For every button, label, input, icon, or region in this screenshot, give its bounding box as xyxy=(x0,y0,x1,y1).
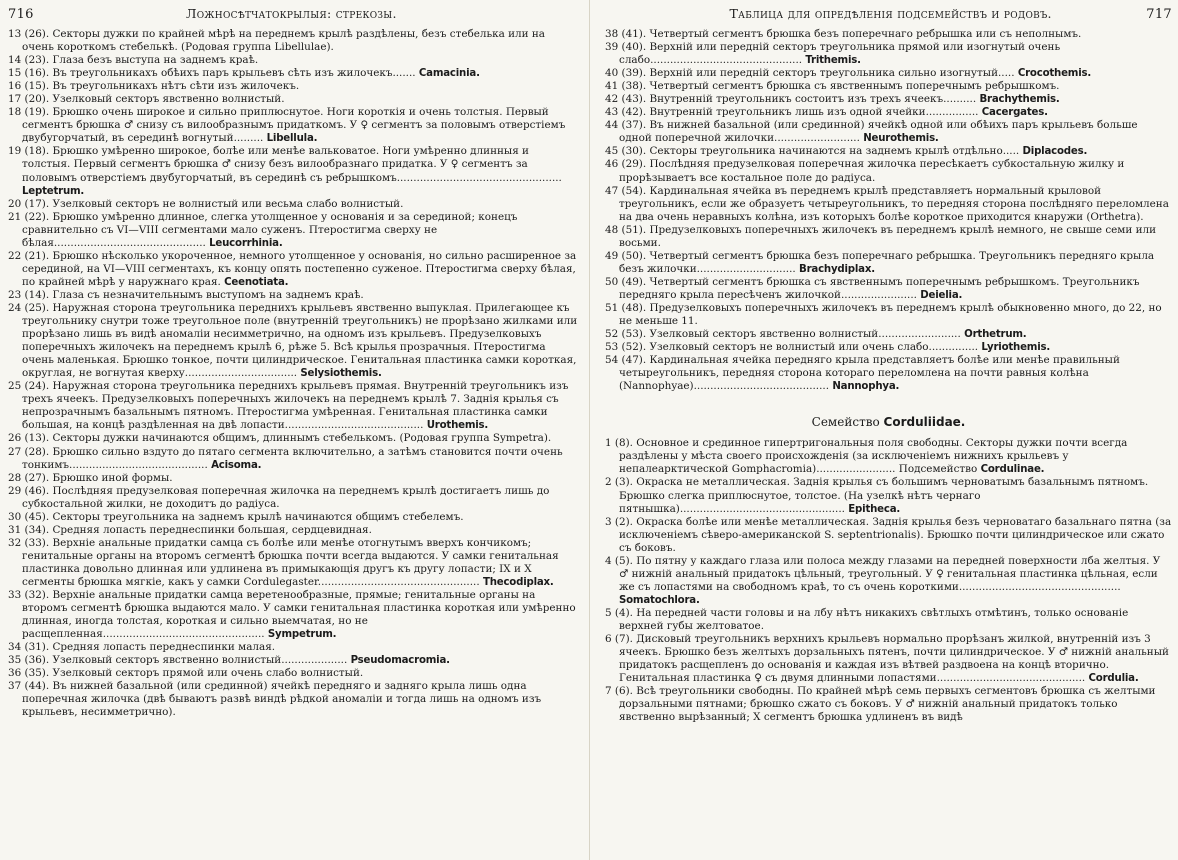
key-entry-text: 23 (14). Глаза съ незначительнымъ выступомъ на заднемъ краѣ. xyxy=(8,288,364,301)
key-entry xyxy=(605,158,1172,184)
genus-name: Brachythemis. xyxy=(979,94,1060,106)
key-entry xyxy=(8,198,579,211)
key-entry xyxy=(8,446,579,472)
key-entry-text: 44 (37). Въ нижней базальной (или срединной) ячейкѣ одной или обѣихъ паръ крыльевъ больше одной поперечной жилочки.......................... xyxy=(605,119,1138,145)
key-entry xyxy=(605,224,1172,250)
genus-name: Trithemis. xyxy=(805,55,861,67)
key-entry xyxy=(605,341,1172,354)
key-entry xyxy=(8,485,579,511)
left-page-header xyxy=(8,6,579,28)
key-entry xyxy=(8,67,579,80)
key-entry-text: 22 (21). Брюшко нѣсколько укороченное, немного утолщенное у основанія, но сильно расширенное за серединой, на VI—VIII сегментахъ, къ концу опять постепенно суженое. Птеростигма сверху бѣлая, по крайней мѣрѣ у наружнаго края. xyxy=(8,249,577,288)
key-entry xyxy=(605,119,1172,145)
key-entry xyxy=(605,41,1172,67)
key-entry xyxy=(8,654,579,667)
key-entry-text: 18 (19). Брюшко очень широкое и сильно приплюснутое. Ноги короткія и очень толстыя. Первый сегментъ брюшка ♂ снизу съ вилообразнымъ придаткомъ. У ♀ сегментъ за половымъ отверстіемъ двубугорчатый, въ серединѣ вогнутый......... xyxy=(8,106,566,145)
genus-name: Leucorrhinia. xyxy=(209,237,283,249)
key-entry-text: 3 (2). Окраска болѣе или менѣе металлическая. Заднія крылья безъ черноватаго базальнаго пятна (за исключеніемъ сѣверо-американской S. septentrionalis). Брюшко почти цилиндрическое или сжато съ боковъ. xyxy=(605,515,1172,554)
right-key-text xyxy=(605,28,1172,393)
key-entry-text: 27 (28). Брюшко сильно вздуто до пятаго сегмента включительно, а затѣмъ становится почти очень тонкимъ.......................................... xyxy=(8,445,563,471)
key-entry-text: 45 (30). Секторы треугольника начинаются на заднемъ крылѣ отдѣльно..... xyxy=(605,145,1020,158)
key-entry xyxy=(605,685,1172,724)
key-entry-text: 24 (25). Наружная сторона треугольника переднихъ крыльевъ явственно выпуклая. Прилегающее къ треугольнику снутри тоже треугольное поле (внутренній треугольникъ) не прорѣзано жилками или прорѣзано лишь въ видѣ аномаліи несимметрично, на одномъ изъ крыльевъ. Предузелковыхъ поперечныхъ жилочекъ на переднемъ крылѣ 6, рѣже 5. Всѣ крылья прозрачныя. Птеростигма очень маленькая. Брюшко тонкое, почти цилиндрическое. Генитальная пластинка самки короткая, округлая, не вогнутая кверху.................................. xyxy=(8,301,578,380)
key-entry-text: 13 (26). Секторы дужки по крайней мѣрѣ на переднемъ крылѣ раздѣлены, безъ стебелька или на очень короткомъ стебелькѣ. (Родовая группа Libellulae). xyxy=(8,28,546,54)
key-entry xyxy=(605,145,1172,158)
key-entry-text: 47 (54). Кардинальная ячейка въ переднемъ крылѣ представляетъ нормальный крыловой треугольникъ, если же образуетъ четыреугольникъ, то передняя сторона послѣдняго переломлена на два очень неравныхъ колѣна, изъ которыхъ болѣе короткое приходится кнаружи (Orthetra). xyxy=(605,184,1169,223)
key-entry-text: 49 (50). Четвертый сегментъ брюшка безъ поперечнаго ребрышка. Треугольникъ передняго крыла безъ жилочки.............................. xyxy=(605,249,1155,275)
genus-name: Brachydiplax. xyxy=(799,263,875,275)
key-entry-text: 28 (27). Брюшко иной формы. xyxy=(8,471,173,484)
key-entry-text: 7 (6). Всѣ треугольники свободны. По крайней мѣрѣ семь первыхъ сегментовъ брюшка съ желтыми дорзальными пятнами; брюшко сжато съ боковъ. У ♂ нижній анальный придатокъ только явственно вырѣзанный; X сегментъ брюшка удлиненъ въ видѣ xyxy=(605,685,1156,724)
key-entry-text: 14 (23). Глаза безъ выступа на заднемъ краѣ. xyxy=(8,54,259,67)
key-entry-text: 4 (5). По пятну у каждаго глаза или полоса между глазами на передней поверхности лба желтыя. У ♂ нижній анальный придатокъ цѣльный, треугольный. У ♀ генитальная пластинка цѣльная, если же съ лопастями на свободномъ краѣ, то съ очень короткими................................................. xyxy=(605,554,1161,593)
key-entry-text: 37 (44). Въ нижней базальной (или срединной) ячейкѣ передняго и задняго крыла лишь одна поперечная жилочка (двѣ бываютъ развѣ виндѣ рѣдкой аномаліи и тогда лишь на одномъ изъ крыльевъ, несимметрично). xyxy=(8,680,542,719)
key-entry xyxy=(8,524,579,537)
key-entry-text: 20 (17). Узелковый секторъ не волнистый или весьма слабо волнистый. xyxy=(8,197,404,210)
key-entry xyxy=(8,106,579,145)
key-entry xyxy=(605,633,1172,685)
key-entry-text: 51 (48). Предузелковыхъ поперечныхъ жилочекъ въ переднемъ крылѣ обыкновенно много, до 22, но не меньше 11. xyxy=(605,301,1162,328)
key-entry-text: 19 (18). Брюшко умѣренно широкое, болѣе или менѣе вальковатое. Ноги умѣренно длинныя и толстыя. Первый сегментъ брюшка ♂ снизу безъ вилообразнаго придатка. У ♀ сегментъ за половымъ отверстіемъ двубугорчатый, въ серединѣ съ ребрышкомъ.................................................. xyxy=(8,145,562,184)
genus-name: Leptetrum. xyxy=(22,185,85,197)
genus-name: Acisoma. xyxy=(211,459,262,471)
key-entry xyxy=(8,432,579,445)
key-entry xyxy=(8,145,579,197)
key-entry xyxy=(605,93,1172,106)
key-entry xyxy=(605,476,1172,515)
genus-name: Ceenotiata. xyxy=(224,276,289,288)
key-entry-text: 41 (38). Четвертый сегментъ брюшка съ явственнымъ поперечнымъ ребрышкомъ. xyxy=(605,80,1060,93)
key-entry xyxy=(605,555,1172,607)
key-entry xyxy=(8,80,579,93)
key-entry xyxy=(605,302,1172,328)
key-entry-text: 32 (33). Верхніе анальные придатки самца съ болѣе или менѣе отогнутымъ вверхъ кончикомъ; генитальные органы на второмъ сегментѣ брюшка почти всегда выдаются. У самки генитальная пластинка довольно длинная или удлинена въ примыкающія другъ къ другу лопасти; IX и X сегменты брюшка мягкіе, какъ у самки Cordulegaster................................................. xyxy=(8,536,559,588)
key-entry-text: 54 (47). Кардинальная ячейка передняго крыла представляетъ болѣе или менѣе правильный четыреугольникъ, передняя сторона котораго переломлена на почти равныя колѣна (Nannophyae)......................................... xyxy=(605,354,1120,393)
key-entry xyxy=(605,67,1172,80)
right-page-header xyxy=(605,6,1172,28)
genus-name: Libellula. xyxy=(266,133,318,145)
key-entry-text: 40 (39). Верхній или передній секторъ треугольника сильно изогнутый..... xyxy=(605,67,1015,80)
left-running-title: Ложносѣтчатокрылыя: стрекозы. xyxy=(185,6,397,21)
key-entry-text: 5 (4). На передней части головы и на лбу нѣтъ никакихъ свѣтлыхъ отмѣтинъ, только основаніе верхней губы желтоватое. xyxy=(605,606,1129,632)
key-entry-text: 25 (24). Наружная сторона треугольника переднихъ крыльевъ прямая. Внутренній треугольникъ изъ трехъ ячеекъ. Предузелковыхъ поперечныхъ жилочекъ на переднемъ крылѣ 7. Заднія крылья съ непрозрачнымъ базальнымъ пятномъ. Птеростигма умѣренная. Генитальная пластинка самки большая, на концѣ раздѣленная на двѣ лопасти.......................................... xyxy=(8,380,569,432)
key-entry xyxy=(605,28,1172,41)
key-entry-text: 53 (52). Узелковый секторъ не волнистый или очень слабо............... xyxy=(605,341,979,354)
key-entry-text: 26 (13). Секторы дужки начинаются общимъ, длиннымъ стебелькомъ. (Родовая группа Sympetra). xyxy=(8,432,552,445)
genus-name: Epitheca. xyxy=(848,503,901,515)
key-entry-text: 30 (45). Секторы треугольника на заднемъ крылѣ начинаются общимъ стебелемъ. xyxy=(8,510,464,523)
key-entry xyxy=(8,211,579,250)
family-heading xyxy=(605,415,1172,429)
key-entry-text: 17 (20). Узелковый секторъ явственно волнистый. xyxy=(8,93,285,106)
genus-name: Camacinia. xyxy=(418,68,480,80)
key-entry-text: 50 (49). Четвертый сегментъ брюшка съ явственнымъ поперечнымъ ребрышкомъ. Треугольникъ передняго крыла пересѣченъ жилочкой....................... xyxy=(605,275,1140,301)
genus-name: Orthetrum. xyxy=(964,329,1027,341)
right-page xyxy=(589,0,1178,860)
key-entry xyxy=(8,680,579,719)
key-entry-text: 15 (16). Въ треугольникахъ обѣихъ паръ крыльевъ сѣть изъ жилочекъ....... xyxy=(8,67,416,80)
key-entry xyxy=(8,537,579,589)
key-entry xyxy=(8,250,579,289)
key-entry-text: 39 (40). Верхній или передній секторъ треугольника прямой или изогнутый очень слабо.............................................. xyxy=(605,41,1061,67)
genus-name: Deielia. xyxy=(920,289,963,301)
genus-name: Thecodiplax. xyxy=(482,576,554,588)
genus-name: Lyriothemis. xyxy=(981,342,1051,354)
left-key-text xyxy=(8,28,579,719)
key-entry-text: 31 (34). Средняя лопасть переднеспинки большая, сердцевидная. xyxy=(8,523,372,536)
genus-name: Crocothemis. xyxy=(1017,68,1092,80)
genus-name: Pseudomacromia. xyxy=(350,655,450,667)
key-entry xyxy=(605,437,1172,476)
genus-name: Urothemis. xyxy=(426,420,489,432)
genus-name: Cordulinae. xyxy=(980,464,1045,476)
key-entry-text: 2 (3). Окраска не металлическая. Заднія крылья съ большимъ черноватымъ базальнымъ пятномъ. Брюшко слегка приплюснутое, толстое. (На узелкѣ нѣтъ чернаго пятнышка).................................................. xyxy=(605,476,1149,515)
family-key-text xyxy=(605,437,1172,724)
key-entry xyxy=(605,80,1172,93)
key-entry-text: 35 (36). Узелковый секторъ явственно волнистый.................... xyxy=(8,654,348,667)
key-entry xyxy=(605,607,1172,633)
genus-name: Somatochlora. xyxy=(619,594,700,606)
key-entry-text: 36 (35). Узелковый секторъ прямой или очень слабо волнистый. xyxy=(8,667,364,680)
right-page-number: 717 xyxy=(1146,7,1172,22)
key-entry-text: 46 (29). Послѣдняя предузелковая поперечная жилочка пересѣкаетъ субкостальную жилку и прорѣзываетъ все костальное поле до радіуса. xyxy=(605,158,1125,184)
key-entry-text: 48 (51). Предузелковыхъ поперечныхъ жилочекъ въ переднемъ крылѣ немного, не свыше семи или восьми. xyxy=(605,223,1157,249)
key-entry xyxy=(8,93,579,106)
genus-name: Sympetrum. xyxy=(267,629,337,641)
family-heading-name: Corduliidae. xyxy=(883,415,966,430)
key-entry xyxy=(605,276,1172,302)
key-entry xyxy=(605,106,1172,119)
key-entry xyxy=(8,380,579,432)
key-entry-text: 21 (22). Брюшко умѣренно длинное, слегка утолщенное у основанія и за серединой; конецъ сравнительно съ VI—VIII сегментами мало суженъ. Птеростигма сверху не бѣлая.............................................. xyxy=(8,210,518,249)
key-entry-text: 16 (15). Въ треугольникахъ нѣтъ сѣти изъ жилочекъ. xyxy=(8,80,300,93)
key-entry-text: 43 (42). Внутренній треугольникъ лишь изъ одной ячейки................ xyxy=(605,106,979,119)
left-page-number: 716 xyxy=(8,7,34,22)
genus-name: Cacergates. xyxy=(981,107,1048,119)
key-entry xyxy=(605,185,1172,224)
key-entry xyxy=(605,250,1172,276)
genus-name: Selysiothemis. xyxy=(300,368,382,380)
key-entry xyxy=(8,667,579,680)
key-entry-text: 1 (8). Основное и срединное гипертригональныя поля свободны. Секторы дужки почти всегда раздѣлены у мѣста своего происхожденія (за исключеніемъ нижнихъ крыльевъ у непалеарктической Gomphacromia)........................ Подсемейство xyxy=(605,437,1128,476)
family-heading-prefix: Семейство xyxy=(811,415,880,430)
key-entry xyxy=(8,641,579,654)
key-entry-text: 42 (43). Внутренній треугольникъ состоитъ изъ трехъ ячеекъ.......... xyxy=(605,93,977,106)
key-entry xyxy=(8,472,579,485)
genus-name: Diplacodes. xyxy=(1022,146,1088,158)
key-entry xyxy=(8,28,579,54)
genus-name: Cordulia. xyxy=(1088,673,1139,685)
key-entry xyxy=(605,354,1172,393)
key-entry-text: 52 (53). Узелковый секторъ явственно волнистый......................... xyxy=(605,328,961,341)
key-entry xyxy=(8,511,579,524)
right-running-title: Таблица для опредѣленія подсемействъ и родовъ. xyxy=(729,6,1052,21)
key-entry xyxy=(8,54,579,67)
genus-name: Neurothemis. xyxy=(863,133,939,145)
key-entry xyxy=(605,516,1172,555)
key-entry xyxy=(605,328,1172,341)
key-entry-text: 6 (7). Дисковый треугольникъ верхнихъ крыльевъ нормально прорѣзанъ жилкой, внутренній изъ 3 ячеекъ. Брюшко безъ желтыхъ дорзальныхъ пятенъ, почти цилиндрическое. У ♂ нижній анальный придатокъ расщепленъ до основанія и каждая изъ вѣтвей раздвоена на концѣ вторично. Генитальная пластинка ♀ съ двумя длинными лопастями............................................. xyxy=(605,633,1169,685)
key-entry xyxy=(8,302,579,380)
key-entry-text: 34 (31). Средняя лопасть переднеспинки малая. xyxy=(8,641,276,654)
key-entry xyxy=(8,289,579,302)
key-entry xyxy=(8,589,579,641)
key-entry-text: 38 (41). Четвертый сегментъ брюшка безъ поперечнаго ребрышка или съ неполнымъ. xyxy=(605,28,1082,40)
genus-name: Nannophya. xyxy=(832,381,900,393)
key-entry-text: 29 (46). Послѣдняя предузелковая поперечная жилочка на переднемъ крылѣ достигаетъ лишь до субкостальной жилки, не доходитъ до радіуса. xyxy=(8,484,550,510)
key-entry-text: 33 (32). Верхніе анальные придатки самца веретенообразные, прямые; генитальные органы на второмъ сегментѣ брюшка выдаются мало. У самки генитальная пластинка короткая или умѣренно длинная, иногда толстая, короткая и сильно выемчатая, но не расщепленная................................................. xyxy=(8,589,576,641)
